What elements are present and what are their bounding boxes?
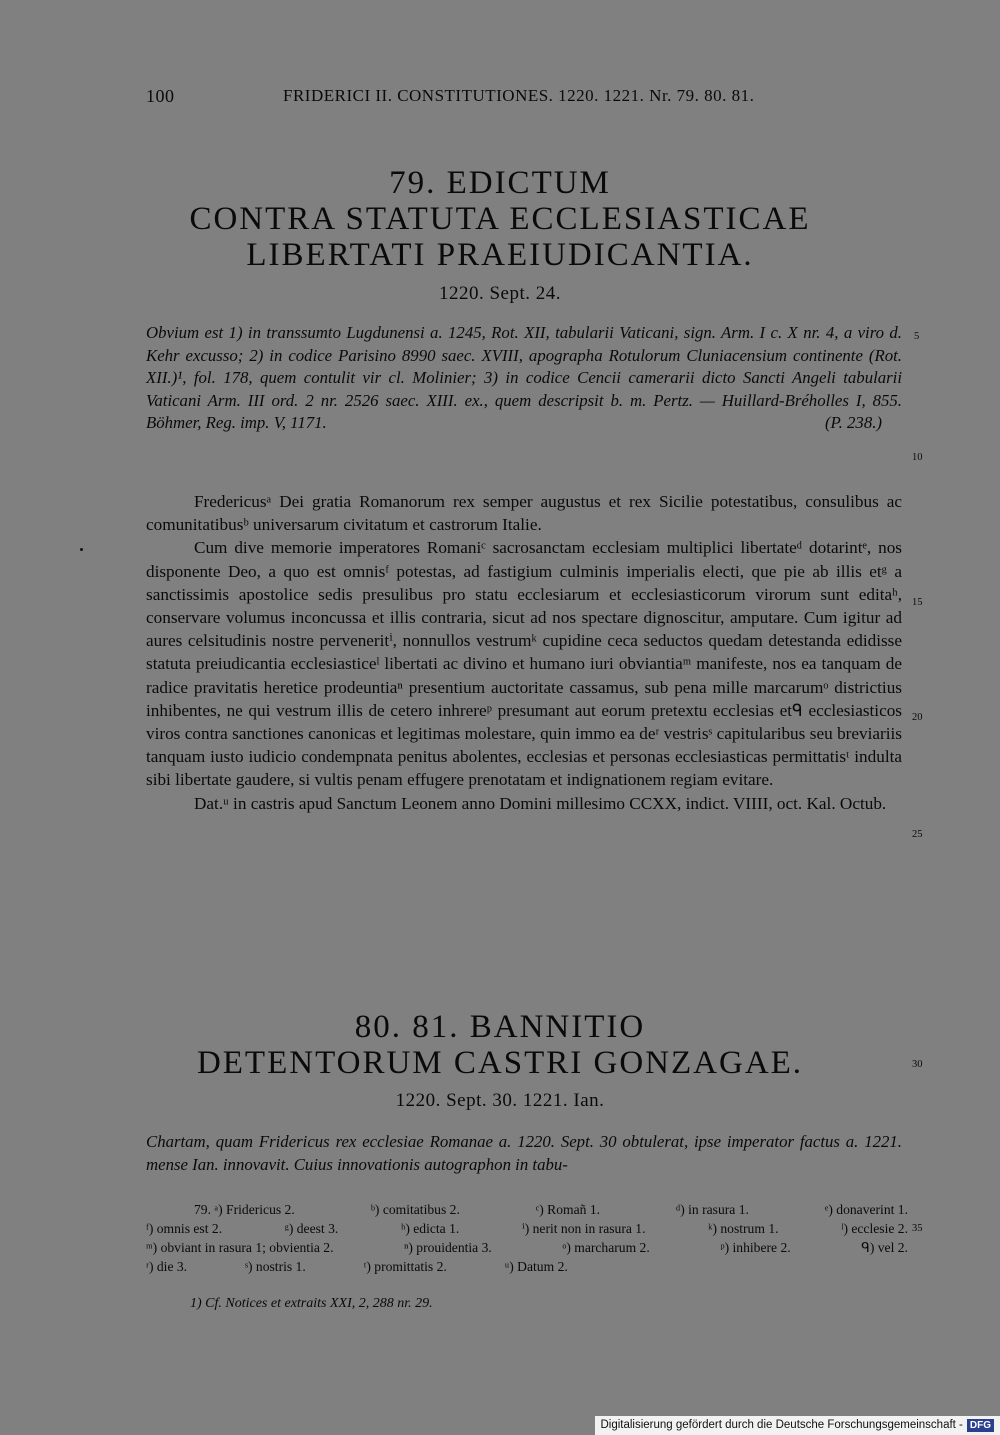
- footnote: ᑫ) vel 2.: [861, 1240, 908, 1255]
- doc79-body: [146, 490, 902, 815]
- footnote: ᵖ) inhibere 2.: [720, 1240, 791, 1255]
- page-number: 100: [146, 86, 175, 106]
- footnote-row: [146, 1238, 908, 1257]
- doc79-date: 1220. Sept. 24.: [438, 283, 562, 304]
- doc79-paragraph-2: Cum dive memorie imperatores Romaniᶜ sacrosanctam ecclesiam multiplici libertateᵈ dotarintᵉ, nos disponente Deo, a quo est omnisᶠ potestas, ad fastigium culminis imperialis electi, que pie ab illis etᵍ a sanctissimis apostolice sedis presulibus pro statu ecclesiarum et ecclesiasticorum virorum sunt editaʰ, conservare volumus inconcussa et illis contraria, sicut ad nos spectare dignoscitur, amputare. Cum igitur ad aures celsitudinis nostre perveneritⁱ, nonnullos vestrumᵏ cupidine ceca seductos quedam detestanda edidisse statuta preiudicantia ecclesiasticeˡ libertati ac divino et humano iuri obviantiaᵐ manifeste, nos ea tanquam de radice pravitatis heretice prodeuntiaⁿ presentium auctoritate cassamus, sub pena mille marcarumᵒ districtius inhibentes, ne qui vestrum illis de cetero inhrereᵖ presumant aut eorum pretextu ecclesias etᑫ ecclesiasticos viros contra sanctiones canonicas et legitimas molestare, quin immo ea deʳ vestrisˢ capitularibus seu breviariis tanquam iusto iudicio condempnata penitus abolentes, ecclesias et personas ecclesiasticas permittatisᵗ indulta sibi libertate gaudere, si vultis penam effugere prenotatam et indignationem regiam evitare.: [146, 538, 902, 790]
- doc79-intro-text: Obvium est 1) in transsumto Lugdunensi a. 1245, Rot. XII, tabularii Vaticani, sign. Arm. I c. X nr. 4, a viro d. Kehr excusso; 2) in codice Parisino 8990 saec. XVIII, apographa Rotulorum Cluniacensium continente (Rot. XII.)¹, fol. 178, quem contulit vir cl. Molinier; 3) in codice Cencii camerarii dicto Sancti Angeli tabularii Vaticani Arm. III ord. 2 nr. 2526 saec. XIII. ex., quem descripsit b. m. Pertz. — Huillard-Bréholles I, 855. Böhmer, Reg. imp. V, 1171.: [146, 323, 902, 432]
- line-number-10: 10: [912, 452, 923, 463]
- footnote: ᵏ) nostrum 1.: [708, 1221, 779, 1236]
- footnote: ˡ) ecclesie 2.: [841, 1221, 908, 1236]
- footnote: ᵇ) comitatibus 2.: [370, 1202, 460, 1217]
- line-number-20: 20: [912, 712, 923, 723]
- footnote: ʳ) die 3.: [146, 1259, 188, 1274]
- doc80-title-line-2: DETENTORUM CASTRI GONZAGAE.: [196, 1045, 804, 1081]
- footnote: ⁿ) prouidentia 3.: [404, 1240, 492, 1255]
- footnote: ᵒ) marcharum 2.: [562, 1240, 650, 1255]
- doc79-intro: [146, 322, 902, 435]
- footnote: ᶠ) omnis est 2.: [146, 1221, 223, 1236]
- doc80-intro: Chartam, quam Fridericus rex ecclesiae Romanae a. 1220. Sept. 30 obtulerat, ipse imperator factus a. 1221. mense Ian. innovavit. Cuius innovationis autographon in tabu-: [146, 1132, 902, 1174]
- running-title: FRIDERICI II. CONSTITUTIONES. 1220. 1221. Nr. 79. 80. 81.: [283, 86, 755, 105]
- footnote: 79. ᵃ) Fridericus 2.: [194, 1202, 295, 1217]
- doc79-title-line-3: LIBERTATI PRAEIUDICANTIA.: [246, 237, 754, 273]
- doc79-title-line-2: CONTRA STATUTA ECCLESIASTICAE: [189, 201, 811, 237]
- footnotes: [146, 1200, 908, 1276]
- doc79-paragraph-1: Fredericusᵃ Dei gratia Romanorum rex semper augustus et rex Sicilie potestatibus, consulibus ac comunitatibusᵇ universarum civitatum et castrorum Italie.: [146, 492, 902, 535]
- line-number-5: 5: [914, 331, 920, 342]
- footnote: ᵍ) deest 3.: [284, 1221, 339, 1236]
- doc79-paragraph-3: Dat.ᵘ in castris apud Sanctum Leonem anno Domini millesimo CCXX, indict. VIIII, oct. Kal. Octub.: [194, 793, 887, 813]
- line-number-15: 15: [912, 597, 923, 608]
- dfg-logo-icon: DFG: [967, 1419, 994, 1432]
- doc80-date: 1220. Sept. 30. 1221. Ian.: [395, 1090, 605, 1111]
- footnote: ⁱ) nerit non in rasura 1.: [521, 1221, 646, 1236]
- digitization-footer: [595, 1416, 1000, 1435]
- doc79-title-line-1: 79. EDICTUM: [389, 165, 611, 201]
- footnote: ˢ) nostris 1.: [245, 1259, 306, 1274]
- line-number-25: 25: [912, 829, 923, 840]
- line-number-30: 30: [912, 1059, 923, 1070]
- footnote: ᵉ) donaverint 1.: [824, 1202, 908, 1217]
- margin-mark: [80, 548, 83, 551]
- footnote: ᵘ) Datum 2.: [504, 1259, 568, 1274]
- footnote-row: [146, 1200, 908, 1219]
- footnote-1: 1) Cf. Notices et extraits XXI, 2, 288 nr. 29.: [190, 1296, 433, 1311]
- footnote: ᶜ) Romañ 1.: [535, 1202, 601, 1217]
- footer-text: Digitalisierung gefördert durch die Deutsche Forschungsgemeinschaft -: [600, 1419, 963, 1431]
- footnote: ʰ) edicta 1.: [400, 1221, 460, 1236]
- footnote-row: [146, 1219, 908, 1238]
- footnote-row: [146, 1257, 908, 1276]
- line-number-35: 35: [912, 1223, 923, 1234]
- doc80-title-line-1: 80. 81. BANNITIO: [354, 1009, 646, 1045]
- footnote: ᵈ) in rasura 1.: [675, 1202, 749, 1217]
- footnote: ᵗ) promittatis 2.: [363, 1259, 447, 1274]
- doc79-intro-ref: (P. 238.): [824, 413, 882, 432]
- footnote: ᵐ) obviant in rasura 1; obvientia 2.: [146, 1240, 334, 1255]
